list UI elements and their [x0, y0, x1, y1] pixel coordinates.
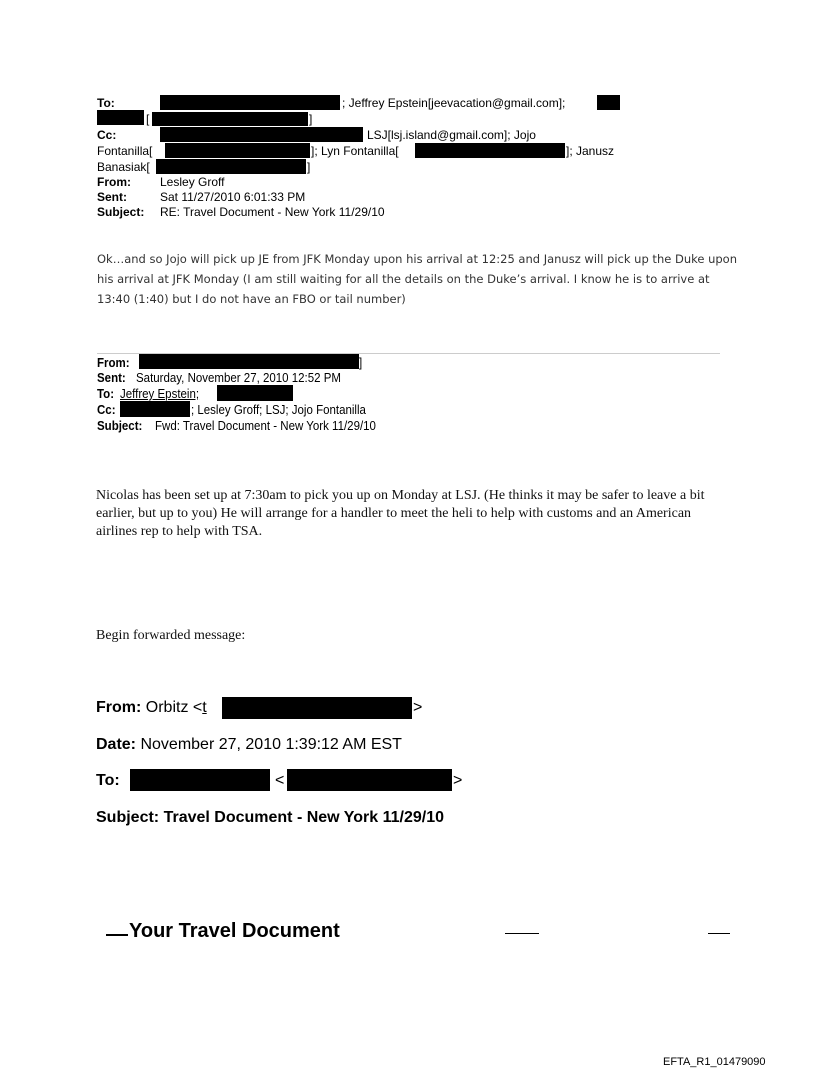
redaction-block: [152, 112, 308, 126]
fwd-from-label: From:: [96, 699, 142, 716]
email1-cc-text: LSJ[lsj.island@gmail.com]; Jojo: [367, 128, 536, 142]
fwd-to-label: To:: [96, 772, 120, 789]
email1-cc-line3-b: ]: [307, 160, 311, 174]
redaction-block: [597, 95, 620, 110]
email1-from-label: From:: [97, 175, 131, 189]
email1-to-bracket-close: ]: [309, 112, 313, 126]
redaction-block: [156, 159, 306, 174]
email1-subject-label: Subject:: [97, 205, 145, 219]
redaction-block: [139, 354, 359, 369]
redaction-block: [415, 143, 565, 158]
email2-cc-label: Cc:: [97, 403, 116, 417]
fwd-from-line: [96, 699, 207, 717]
email1-cc-line2-b: ]; Lyn Fontanilla[: [311, 144, 399, 158]
decorative-dash: [708, 933, 730, 934]
email2-to-link[interactable]: Jeffrey Epstein;: [120, 387, 200, 401]
title-dash: [106, 934, 128, 936]
email2-from-label: From:: [97, 356, 130, 370]
redaction-block: [222, 697, 412, 719]
fwd-to-mid: <: [275, 772, 285, 789]
email1-body: Ok…and so Jojo will pick up JE from JFK Monday upon his arrival at 12:25 and Janusz will pick up the Duke upon his arrival at JFK Monday (I am still waiting for all the details on the Duke’s arrival. I know he is to arrive at 13:40 (1:40) but I do not have an FBO or tail number): [97, 252, 737, 306]
redaction-block: [165, 143, 310, 158]
email1-subject-value: RE: Travel Document - New York 11/29/10: [160, 205, 385, 219]
email2-from-bracket: ]: [359, 356, 363, 370]
email2-cc-value: ; Lesley Groff; LSJ; Jojo Fontanilla: [191, 403, 366, 417]
email2-sent-label: Sent:: [97, 371, 126, 385]
forward-note: Begin forwarded message:: [96, 628, 246, 643]
redaction-block: [160, 127, 363, 142]
redaction-block: [130, 769, 270, 791]
fwd-date-line: [96, 736, 402, 754]
fwd-from-value: Orbitz <: [145, 699, 203, 716]
email1-cc-line2-c: ]; Janusz: [566, 144, 615, 158]
fwd-subject-value: Travel Document - New York 11/29/10: [163, 809, 445, 826]
redaction-block: [287, 769, 452, 791]
fwd-date-label: Date:: [96, 736, 137, 753]
fwd-to-close: >: [453, 772, 463, 789]
email2-subject-label: Subject:: [97, 419, 143, 433]
fwd-subject-label: Subject:: [96, 809, 160, 826]
fwd-subject-line: [96, 809, 444, 827]
redaction-block: [120, 401, 190, 417]
fwd-date-value: November 27, 2010 1:39:12 AM EST: [140, 736, 402, 753]
decorative-dash: [505, 933, 539, 934]
redaction-block: [97, 110, 144, 125]
document-id: EFTA_R1_01479090: [663, 1056, 766, 1068]
email2-body: Nicolas has been set up at 7:30am to pick you up on Monday at LSJ. (He thinks it may be safer to leave a bit earlier, but up to you) He will arrange for a handler to meet the heli to help with customs and an American airlines rep to help with TSA.: [96, 488, 705, 539]
email1-to-bracket-open: [: [146, 112, 150, 126]
email1-from-value: Lesley Groff: [160, 175, 225, 189]
email1-sent-value: Sat 11/27/2010 6:01:33 PM: [160, 190, 306, 204]
email1-cc-line3-a: Banasiak[: [97, 160, 150, 174]
email1-to-label: To:: [97, 96, 115, 110]
fwd-from-email-link[interactable]: t: [202, 699, 207, 716]
email2-to-label: To:: [97, 387, 115, 401]
redaction-block: [217, 385, 293, 401]
email1-sent-label: Sent:: [97, 190, 127, 204]
fwd-from-close: >: [413, 699, 423, 716]
email2-sent-value: Saturday, November 27, 2010 12:52 PM: [136, 371, 342, 385]
email1-cc-line2-a: Fontanilla[: [97, 144, 153, 158]
email1-to-text: ; Jeffrey Epstein[jeevacation@gmail.com];: [342, 96, 566, 110]
redaction-block: [160, 95, 340, 110]
email2-subject-value: Fwd: Travel Document - New York 11/29/10: [155, 419, 376, 433]
travel-document-title: Your Travel Document: [129, 920, 340, 942]
email1-cc-label: Cc:: [97, 128, 117, 142]
